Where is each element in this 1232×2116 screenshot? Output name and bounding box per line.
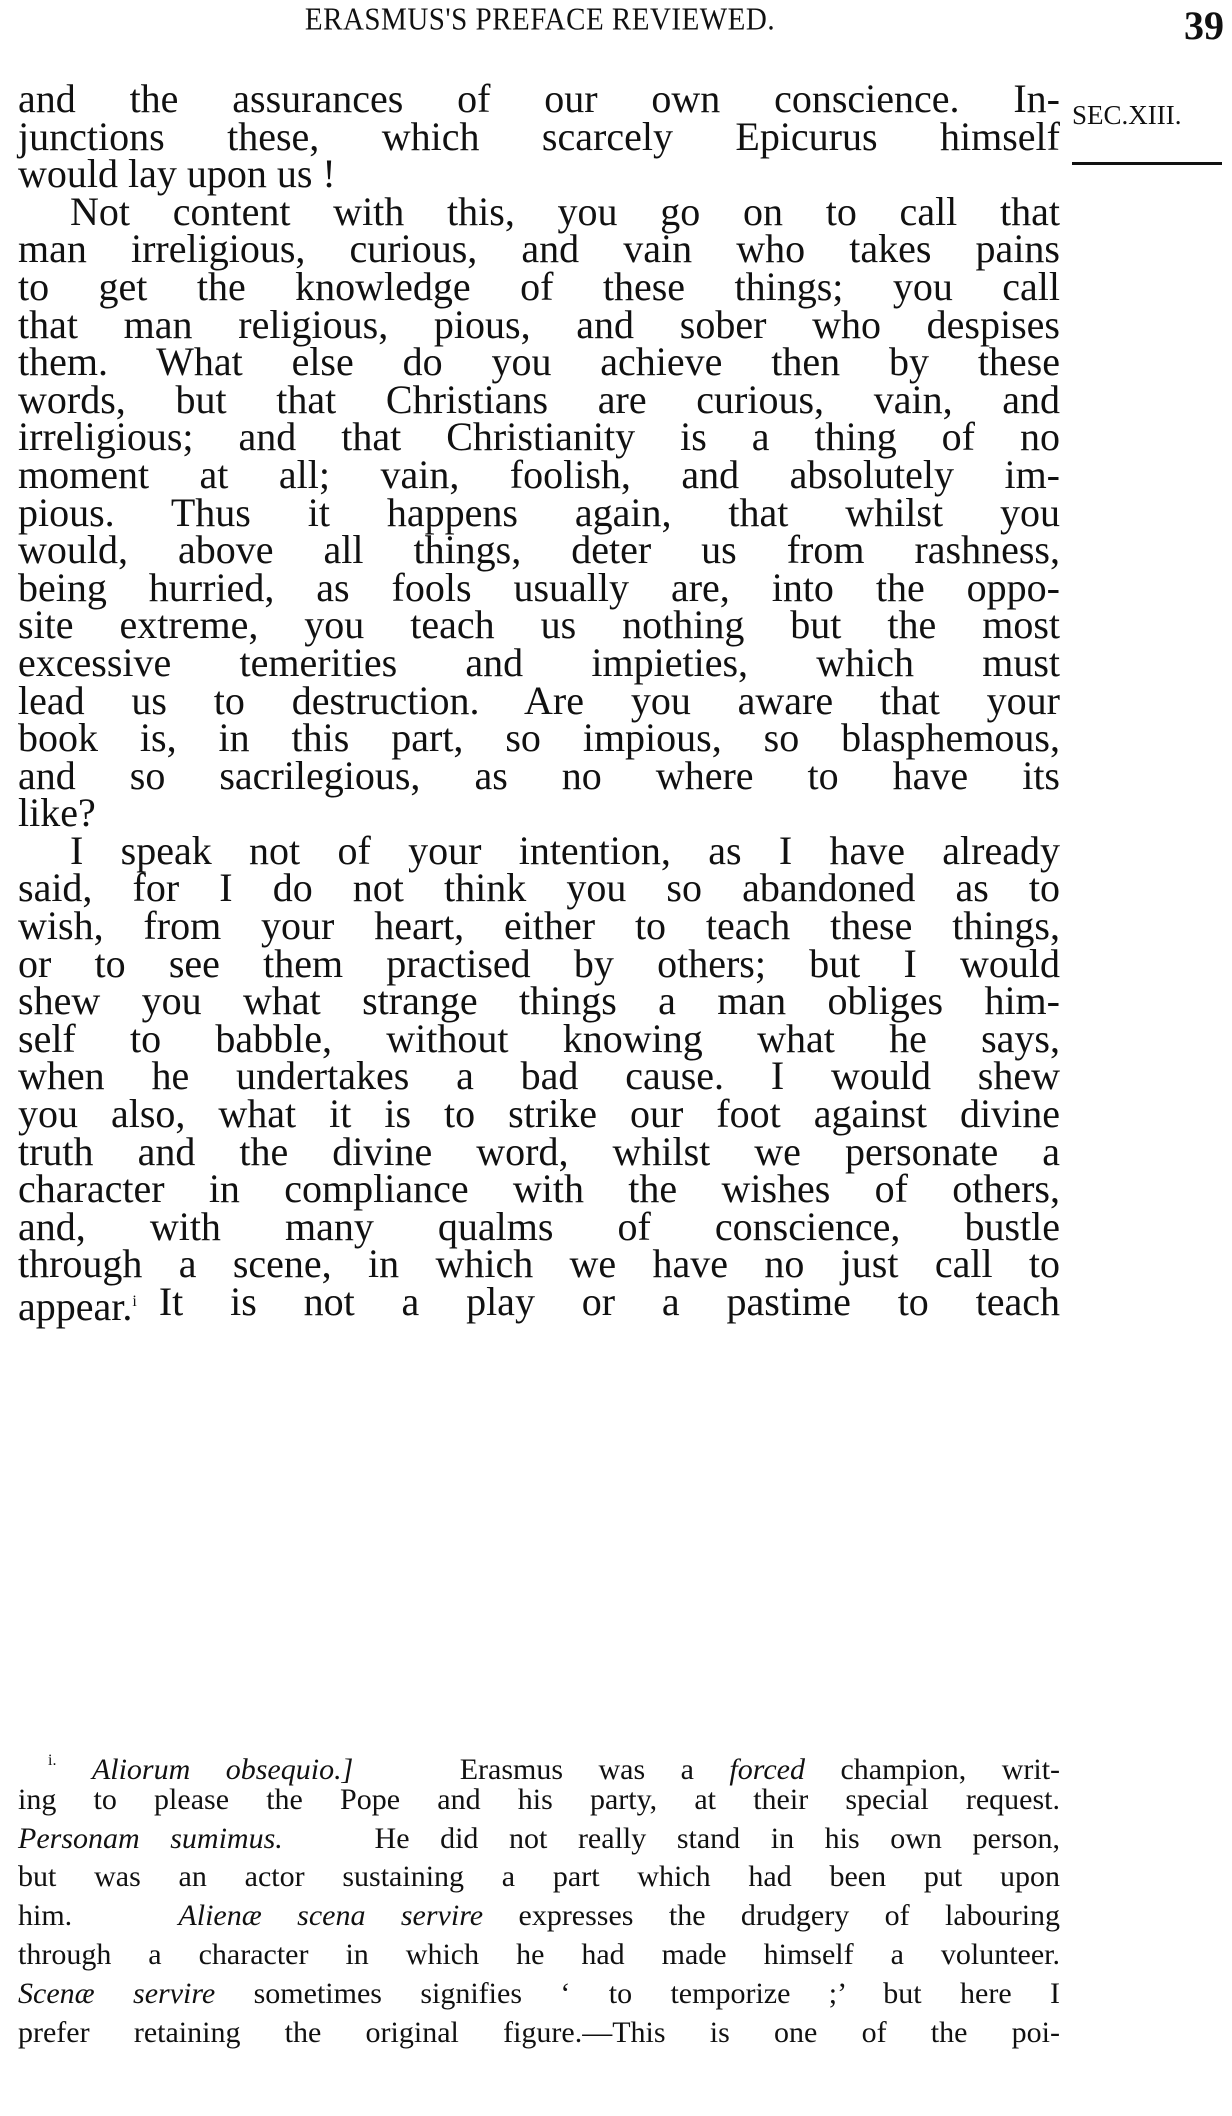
text-line: or to see them practised by others; but I would <box>18 940 1060 986</box>
footnote-reference[interactable]: i <box>132 1293 137 1310</box>
text-segment: It is not a play or a pastime to teach <box>158 1279 1060 1324</box>
page-number: 39 <box>1184 3 1224 48</box>
text-line: book is, in this part, so impious, so blasphemous, <box>18 715 1060 761</box>
body-text <box>18 76 1060 1329</box>
paragraph-start: Not content with this, you go on to call that <box>70 188 1060 234</box>
text-line: pious. Thus it happens again, that whilst you <box>18 489 1060 535</box>
footnote-marker: i. <box>48 1752 57 1769</box>
footnote <box>18 1742 1060 2052</box>
text-segment: He did not really stand in his own person, <box>374 1821 1060 1855</box>
text-segment: Erasmus was a <box>459 1753 694 1786</box>
italic-segment: forced <box>729 1753 805 1786</box>
text-line: irreligious; and that Christianity is a thing of no <box>18 414 1060 460</box>
text-line: wish, from your heart, either to teach these things, <box>18 903 1060 949</box>
text-segment: expresses the drudgery of labouring <box>518 1899 1061 1933</box>
text-line: man irreligious, curious, and vain who takes pains <box>18 226 1060 272</box>
text-line: to get the knowledge of these things; you call <box>18 263 1060 309</box>
footnote-line <box>18 1820 1060 1859</box>
footnote-lemma: Aliorum obsequio.] <box>91 1753 354 1786</box>
text-line: said, for I do not think you so abandoned as to <box>18 865 1060 911</box>
footnote-line <box>18 1742 1061 1786</box>
margin-rule <box>1072 162 1222 165</box>
text-line: and so sacrilegious, as no where to have its <box>18 752 1060 798</box>
text-line: excessive temerities and impieties, which must <box>18 639 1060 685</box>
text-line: you also, what it is to strike our foot against divine <box>18 1091 1060 1137</box>
paragraph-start: I speak not of your intention, as I have already <box>70 827 1060 873</box>
text-segment: champion, writ- <box>840 1753 1061 1786</box>
text-line: self to babble, without knowing what he says, <box>18 1015 1060 1061</box>
text-segment: him. <box>18 1899 73 1933</box>
margin-section-label: SEC.XIII. <box>1072 100 1182 130</box>
text-line: words, but that Christians are curious, vain, and <box>18 376 1060 422</box>
text-line: that man religious, pious, and sober who despises <box>18 301 1060 347</box>
text-line: like? <box>18 790 96 836</box>
footnote-line <box>18 1897 1060 1936</box>
text-line: and the assurances of our own conscience. In- <box>18 76 1060 121</box>
italic-segment: Scenæ servire <box>18 1976 216 2010</box>
text-line: junctions these, which scarcely Epicurus himself <box>18 113 1060 159</box>
text-segment: sometimes signifies ‘ to temporize ;’ but here I <box>253 1976 1061 2010</box>
text-line: lead us to destruction. Are you aware that your <box>18 677 1060 723</box>
running-head: ERASMUS'S PREFACE REVIEWED. <box>304 2 776 38</box>
footnote-line: but was an actor sustaining a part which had been put upon <box>18 1860 1060 1894</box>
text-line: and, with many qualms of conscience, bustle <box>18 1203 1060 1249</box>
text-line: when he undertakes a bad cause. I would shew <box>18 1053 1060 1099</box>
text-line: truth and the divine word, whilst we personate a <box>18 1128 1060 1174</box>
text-line: site extreme, you teach us nothing but the most <box>18 602 1060 648</box>
text-line: through a scene, in which we have no just call to <box>18 1241 1060 1287</box>
text-line: shew you what strange things a man obliges him- <box>18 978 1060 1024</box>
text-line: them. What else do you achieve then by these <box>18 339 1060 385</box>
text-line: would, above all things, deter us from rashness, <box>18 527 1060 573</box>
text-line: character in compliance with the wishes of others, <box>18 1166 1060 1212</box>
text-line <box>18 1279 1060 1329</box>
italic-segment: Personam sumimus. <box>18 1821 283 1855</box>
footnote-line: through a character in which he had made himself a volunteer. <box>18 1937 1060 1971</box>
text-line: would lay upon us ! <box>18 151 336 197</box>
text-line: moment at all; vain, foolish, and absolutely im- <box>18 451 1060 497</box>
footnote-line: prefer retaining the original figure.—This is one of the poi- <box>18 2015 1060 2049</box>
footnote-line: ing to please the Pope and his party, at their special request. <box>18 1782 1060 1816</box>
italic-segment: Alienæ scena servire <box>178 1899 484 1933</box>
text-segment: appear. <box>18 1284 133 1329</box>
footnote-line <box>18 1975 1060 2014</box>
text-line: being hurried, as fools usually are, into the oppo- <box>18 564 1060 610</box>
